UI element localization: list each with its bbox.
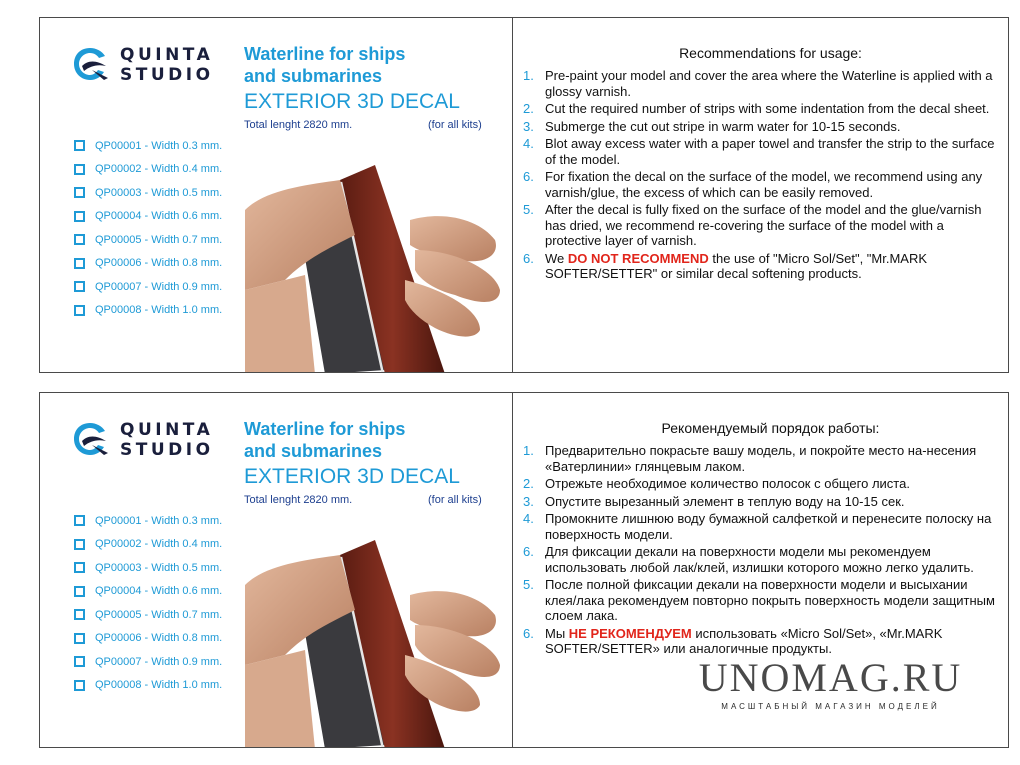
recommendations-title: Рекомендуемый порядок работы: — [661, 420, 880, 436]
recommendation-text: Submerge the cut out stripe in warm water for 10-15 seconds. — [545, 118, 901, 134]
product-item-label: QP00005 - Width 0.7 mm. — [95, 608, 223, 621]
product-list — [74, 509, 222, 697]
recommendation-number: 6. — [523, 625, 534, 641]
product-item-label: QP00007 - Width 0.9 mm. — [95, 280, 223, 293]
brand-name-line2: STUDIO — [120, 440, 214, 460]
product-item — [74, 228, 222, 252]
recommendation-number: 2. — [523, 476, 534, 491]
recommendation-text: После полной фиксации декали на поверхности модели и высыхании клея/лака рекомендуем повторно покрыть поверхность модели защитным слоем лака. — [545, 577, 995, 623]
product-item-label: QP00007 - Width 0.9 mm. — [95, 655, 223, 668]
checkbox-icon[interactable] — [74, 211, 85, 222]
recommendation-number: 5. — [523, 577, 534, 592]
recommendation-text: Опустите вырезанный элемент в теплую воду на 10-15 сек. — [545, 493, 905, 509]
recommendation-number: 2. — [523, 101, 534, 116]
product-item-label: QP00004 - Width 0.6 mm. — [95, 210, 223, 223]
brand-name-line1: QUINTA — [120, 45, 214, 65]
recommendation-text: Blot away excess water with a paper towel and transfer the strip to the surface of the model. — [545, 136, 995, 167]
product-item — [74, 134, 222, 158]
recommendation-number: 5. — [523, 202, 534, 217]
product-item-label: QP00001 - Width 0.3 mm. — [95, 514, 223, 527]
checkbox-icon[interactable] — [74, 539, 85, 550]
checkbox-icon[interactable] — [74, 305, 85, 316]
recommendation-text: Cut the required number of strips with some indentation from the decal sheet. — [545, 101, 990, 116]
checkbox-icon[interactable] — [74, 140, 85, 151]
recommendation-text: Pre-paint your model and cover the area where the Waterline is applied with a glossy varnish. — [545, 68, 993, 99]
product-item — [74, 275, 222, 299]
recommendation-item — [523, 511, 996, 542]
product-item-label: QP00002 - Width 0.4 mm. — [95, 163, 223, 176]
hand-holding-model-photo — [245, 515, 512, 747]
recommendation-text: Отрежьте необходимое количество полосок с общего листа. — [545, 476, 910, 491]
recommendations-list — [523, 68, 996, 284]
recommendation-text: Промокните лишнюю воду бумажной салфеткой и перенесите полоску на поверхность модели. — [545, 511, 992, 542]
warning-text: НЕ РЕКОМЕНДУЕМ — [568, 625, 692, 641]
product-item — [74, 533, 222, 557]
total-length: Total lenght 2820 mm. — [244, 494, 353, 506]
recommendation-item — [523, 544, 996, 575]
hand-holding-model-photo — [245, 140, 512, 372]
product-item — [74, 580, 222, 604]
recommendation-text: Предварительно покрасьте вашу модель, и покройте место на-несения «Ватерлинии» глянцевым лаком. — [545, 443, 977, 474]
checkbox-icon[interactable] — [74, 281, 85, 292]
recommendation-number: 4. — [523, 136, 534, 151]
product-title-line1: Waterline for ships — [244, 44, 406, 64]
product-item-label: QP00006 - Width 0.8 mm. — [95, 632, 223, 645]
recommendation-text: After the decal is fully fixed on the surface of the model and the glue/varnish has dried, we recommend re-covering the surface of the model with a protective layer of varnish. — [545, 202, 982, 248]
product-item — [74, 556, 222, 580]
product-item-label: QP00003 - Width 0.5 mm. — [95, 561, 223, 574]
product-item — [74, 252, 222, 276]
watermark-main: UNOMAG.RU — [698, 655, 963, 700]
checkbox-icon[interactable] — [74, 562, 85, 573]
recommendation-item-warning — [523, 251, 996, 282]
product-item-label: QP00004 - Width 0.6 mm. — [95, 585, 223, 598]
unomag-watermark — [688, 655, 973, 711]
recommendation-number: 3. — [523, 118, 534, 134]
recommendation-number: 6. — [523, 169, 534, 184]
product-subtitle: EXTERIOR 3D DECAL — [244, 90, 460, 113]
product-title-line2: and submarines — [244, 66, 383, 86]
quinta-studio-logo-icon — [70, 44, 110, 84]
recommendation-text-post: использовать «Micro Sol/Set», «Mr.MARK SOFTER/SETTER» или аналогичные продукты. — [545, 625, 943, 656]
warning-text: DO NOT RECOMMEND — [567, 250, 709, 266]
product-item — [74, 603, 222, 627]
checkbox-icon[interactable] — [74, 234, 85, 245]
product-item — [74, 627, 222, 651]
recommendation-number: 1. — [523, 68, 534, 83]
checkbox-icon[interactable] — [74, 680, 85, 691]
recommendation-item — [523, 494, 996, 510]
recommendation-item — [523, 136, 996, 167]
recommendation-item-warning — [523, 626, 996, 657]
product-title-line2: and submarines — [244, 441, 383, 461]
card-left-panel — [40, 18, 512, 372]
recommendation-number: 6. — [523, 250, 534, 266]
product-list — [74, 134, 222, 322]
product-title-line1: Waterline for ships — [244, 419, 406, 439]
recommendation-number: 6. — [523, 544, 534, 559]
recommendation-item — [523, 68, 996, 99]
product-item — [74, 674, 222, 698]
for-all-kits-note: (for all kits) — [428, 119, 482, 131]
recommendation-text-post: the use of "Micro Sol/Set", "Mr.MARK SOFTER/SETTER" or similar decal softening products. — [545, 250, 928, 281]
recommendation-text-pre: Мы — [545, 625, 569, 641]
recommendation-item — [523, 202, 996, 249]
product-item — [74, 650, 222, 674]
checkbox-icon[interactable] — [74, 609, 85, 620]
card-right-panel — [513, 18, 1008, 372]
brand-name-line2: STUDIO — [120, 65, 214, 85]
checkbox-icon[interactable] — [74, 586, 85, 597]
recommendation-number: 1. — [523, 443, 534, 458]
product-item — [74, 158, 222, 182]
recommendation-number: 3. — [523, 493, 534, 509]
checkbox-icon[interactable] — [74, 187, 85, 198]
watermark-sub: МАСШТАБНЫЙ МАГАЗИН МОДЕЛЕЙ — [721, 702, 940, 711]
product-item-label: QP00006 - Width 0.8 mm. — [95, 257, 223, 270]
product-item — [74, 205, 222, 229]
product-item-label: QP00001 - Width 0.3 mm. — [95, 139, 223, 152]
checkbox-icon[interactable] — [74, 656, 85, 667]
product-item-label: QP00008 - Width 1.0 mm. — [95, 679, 223, 692]
for-all-kits-note: (for all kits) — [428, 494, 482, 506]
recommendation-text: Для фиксации декали на поверхности модели мы рекомендуем использовать любой лак/клей, излишки которого можно легко удалить. — [545, 544, 974, 575]
recommendation-item — [523, 577, 996, 624]
checkbox-icon[interactable] — [74, 633, 85, 644]
product-item-label: QP00003 - Width 0.5 mm. — [95, 186, 223, 199]
product-item — [74, 181, 222, 205]
product-item-label: QP00008 - Width 1.0 mm. — [95, 304, 223, 317]
recommendation-text: For fixation the decal on the surface of the model, we recommend using any varnish/glue, the excess of which can be easily removed. — [545, 169, 983, 200]
total-length: Total lenght 2820 mm. — [244, 119, 353, 131]
recommendation-number: 4. — [523, 511, 534, 526]
checkbox-icon[interactable] — [74, 515, 85, 526]
instruction-card — [39, 17, 1009, 373]
recommendation-text-pre: We — [545, 250, 568, 266]
product-item — [74, 509, 222, 533]
quinta-studio-logo-icon — [70, 419, 110, 459]
card-left-panel — [40, 393, 512, 747]
recommendation-item — [523, 101, 996, 117]
recommendation-item — [523, 443, 996, 474]
product-subtitle: EXTERIOR 3D DECAL — [244, 465, 460, 488]
recommendation-item — [523, 119, 996, 135]
checkbox-icon[interactable] — [74, 258, 85, 269]
recommendation-item — [523, 476, 996, 492]
brand-name-line1: QUINTA — [120, 420, 214, 440]
product-item-label: QP00002 - Width 0.4 mm. — [95, 538, 223, 551]
recommendations-title: Recommendations for usage: — [679, 45, 862, 61]
checkbox-icon[interactable] — [74, 164, 85, 175]
recommendations-list — [523, 443, 996, 659]
product-item — [74, 299, 222, 323]
recommendation-item — [523, 169, 996, 200]
product-item-label: QP00005 - Width 0.7 mm. — [95, 233, 223, 246]
